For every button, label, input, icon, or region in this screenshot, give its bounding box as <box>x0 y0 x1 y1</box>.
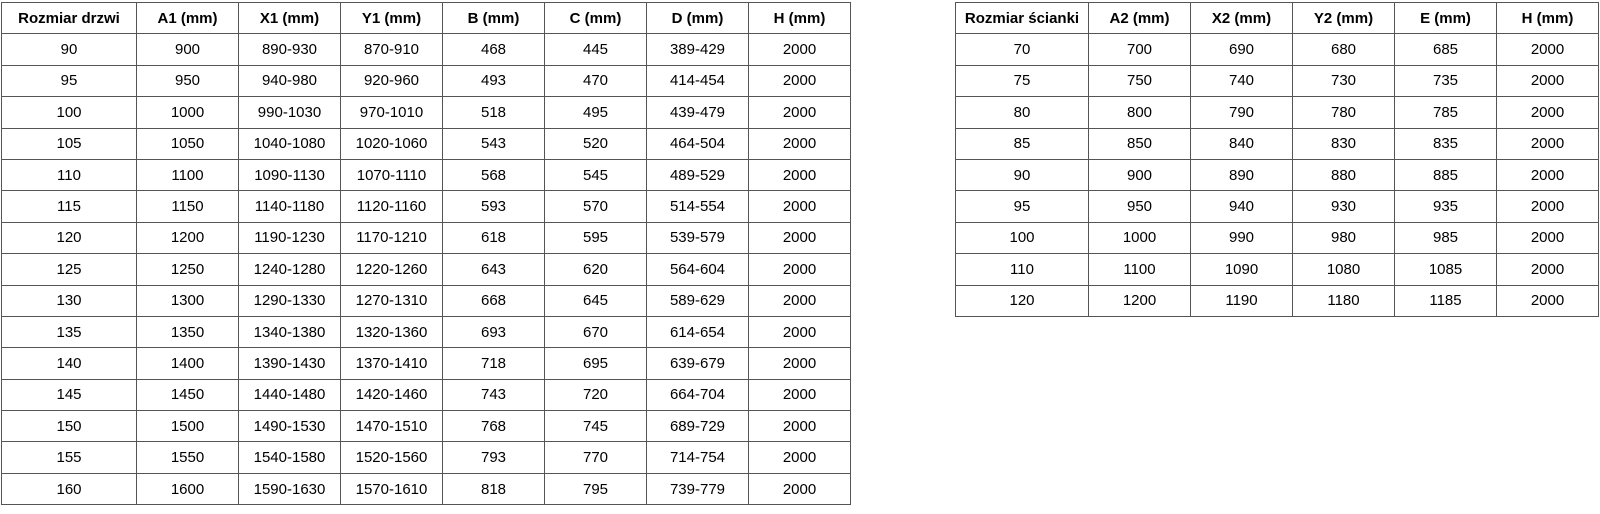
table-cell: 2000 <box>1497 191 1599 222</box>
table-cell: 130 <box>2 285 137 316</box>
table-cell: 689-729 <box>647 411 749 442</box>
table-cell: 495 <box>545 97 647 128</box>
table-cell: 2000 <box>749 222 851 253</box>
table-cell: 1050 <box>137 128 239 159</box>
table-cell: 2000 <box>749 254 851 285</box>
table-cell: 115 <box>2 191 137 222</box>
table-cell: 85 <box>956 128 1089 159</box>
table-row <box>2 442 851 473</box>
table-cell: 670 <box>545 316 647 347</box>
table-row <box>2 316 851 347</box>
table-cell: 795 <box>545 473 647 504</box>
table-cell: 743 <box>443 379 545 410</box>
table-cell: 1270-1310 <box>341 285 443 316</box>
table-cell: 589-629 <box>647 285 749 316</box>
column-header: D (mm) <box>647 3 749 34</box>
table-cell: 2000 <box>749 316 851 347</box>
table-cell: 890-930 <box>239 34 341 65</box>
column-header: H (mm) <box>1497 3 1599 34</box>
column-header: X1 (mm) <box>239 3 341 34</box>
table-cell: 1250 <box>137 254 239 285</box>
table-cell: 110 <box>2 159 137 190</box>
table-cell: 940-980 <box>239 65 341 96</box>
table-row <box>956 128 1599 159</box>
table-row <box>2 411 851 442</box>
table-cell: 1440-1480 <box>239 379 341 410</box>
table-row <box>2 254 851 285</box>
table-cell: 685 <box>1395 34 1497 65</box>
table-cell: 885 <box>1395 159 1497 190</box>
table-cell: 793 <box>443 442 545 473</box>
table-cell: 1540-1580 <box>239 442 341 473</box>
table-cell: 1150 <box>137 191 239 222</box>
table-cell: 818 <box>443 473 545 504</box>
column-header: B (mm) <box>443 3 545 34</box>
table-row <box>956 191 1599 222</box>
table-cell: 950 <box>137 65 239 96</box>
table-cell: 545 <box>545 159 647 190</box>
table-cell: 1170-1210 <box>341 222 443 253</box>
table-cell: 890 <box>1191 159 1293 190</box>
table-row <box>2 285 851 316</box>
table-cell: 95 <box>2 65 137 96</box>
table-cell: 643 <box>443 254 545 285</box>
table-cell: 1390-1430 <box>239 348 341 379</box>
table-cell: 1220-1260 <box>341 254 443 285</box>
table-row <box>2 222 851 253</box>
table-cell: 145 <box>2 379 137 410</box>
table-cell: 739-779 <box>647 473 749 504</box>
table-cell: 1500 <box>137 411 239 442</box>
table-cell: 100 <box>2 97 137 128</box>
table-cell: 985 <box>1395 222 1497 253</box>
table-cell: 2000 <box>749 34 851 65</box>
table-cell: 790 <box>1191 97 1293 128</box>
table-cell: 1040-1080 <box>239 128 341 159</box>
table-cell: 645 <box>545 285 647 316</box>
table-cell: 1000 <box>1089 222 1191 253</box>
table-cell: 2000 <box>749 159 851 190</box>
table-cell: 1550 <box>137 442 239 473</box>
table-row <box>2 379 851 410</box>
table-cell: 464-504 <box>647 128 749 159</box>
table-cell: 90 <box>2 34 137 65</box>
table-cell: 1185 <box>1395 285 1497 316</box>
table-cell: 880 <box>1293 159 1395 190</box>
table-cell: 125 <box>2 254 137 285</box>
table-cell: 714-754 <box>647 442 749 473</box>
table-cell: 980 <box>1293 222 1395 253</box>
column-header: Y2 (mm) <box>1293 3 1395 34</box>
table-cell: 493 <box>443 65 545 96</box>
table-cell: 90 <box>956 159 1089 190</box>
table-cell: 1100 <box>137 159 239 190</box>
table-cell: 80 <box>956 97 1089 128</box>
table-cell: 105 <box>2 128 137 159</box>
table-cell: 750 <box>1089 65 1191 96</box>
column-header: E (mm) <box>1395 3 1497 34</box>
table-cell: 564-604 <box>647 254 749 285</box>
table-cell: 543 <box>443 128 545 159</box>
table-cell: 1090-1130 <box>239 159 341 190</box>
table-cell: 470 <box>545 65 647 96</box>
table-row <box>956 65 1599 96</box>
table-cell: 1490-1530 <box>239 411 341 442</box>
table-cell: 100 <box>956 222 1089 253</box>
table-cell: 1100 <box>1089 254 1191 285</box>
table-cell: 1300 <box>137 285 239 316</box>
table-cell: 2000 <box>749 348 851 379</box>
header-row <box>2 3 851 34</box>
table-cell: 514-554 <box>647 191 749 222</box>
table-cell: 840 <box>1191 128 1293 159</box>
column-header: A2 (mm) <box>1089 3 1191 34</box>
table-cell: 2000 <box>1497 65 1599 96</box>
table-row <box>2 34 851 65</box>
table-cell: 1140-1180 <box>239 191 341 222</box>
table-cell: 718 <box>443 348 545 379</box>
table-cell: 1470-1510 <box>341 411 443 442</box>
table-cell: 595 <box>545 222 647 253</box>
table-cell: 745 <box>545 411 647 442</box>
table-cell: 160 <box>2 473 137 504</box>
table-cell: 518 <box>443 97 545 128</box>
table-cell: 1090 <box>1191 254 1293 285</box>
table-cell: 700 <box>1089 34 1191 65</box>
column-header: Rozmiar ścianki <box>956 3 1089 34</box>
table-cell: 70 <box>956 34 1089 65</box>
table-cell: 1070-1110 <box>341 159 443 190</box>
table-cell: 110 <box>956 254 1089 285</box>
table-cell: 850 <box>1089 128 1191 159</box>
table-cell: 1000 <box>137 97 239 128</box>
table-cell: 680 <box>1293 34 1395 65</box>
table-row <box>956 159 1599 190</box>
table-row <box>956 285 1599 316</box>
table-cell: 835 <box>1395 128 1497 159</box>
column-header: A1 (mm) <box>137 3 239 34</box>
table-cell: 990-1030 <box>239 97 341 128</box>
table-cell: 1570-1610 <box>341 473 443 504</box>
table-cell: 445 <box>545 34 647 65</box>
table-cell: 120 <box>956 285 1089 316</box>
table-cell: 489-529 <box>647 159 749 190</box>
table-cell: 1370-1410 <box>341 348 443 379</box>
table-cell: 1520-1560 <box>341 442 443 473</box>
table-cell: 935 <box>1395 191 1497 222</box>
table-cell: 1120-1160 <box>341 191 443 222</box>
table-cell: 1600 <box>137 473 239 504</box>
table-cell: 780 <box>1293 97 1395 128</box>
column-header: C (mm) <box>545 3 647 34</box>
table-row <box>2 97 851 128</box>
table-cell: 155 <box>2 442 137 473</box>
table-cell: 135 <box>2 316 137 347</box>
table-cell: 2000 <box>749 285 851 316</box>
table-row <box>2 473 851 504</box>
table-cell: 940 <box>1191 191 1293 222</box>
table-row <box>956 97 1599 128</box>
table-cell: 1190 <box>1191 285 1293 316</box>
table-cell: 618 <box>443 222 545 253</box>
column-header: Rozmiar drzwi <box>2 3 137 34</box>
table-cell: 620 <box>545 254 647 285</box>
table-row <box>2 128 851 159</box>
table-cell: 1340-1380 <box>239 316 341 347</box>
table-cell: 770 <box>545 442 647 473</box>
column-header: X2 (mm) <box>1191 3 1293 34</box>
table-cell: 2000 <box>749 442 851 473</box>
table-cell: 120 <box>2 222 137 253</box>
table-cell: 1240-1280 <box>239 254 341 285</box>
table-cell: 1590-1630 <box>239 473 341 504</box>
table-cell: 468 <box>443 34 545 65</box>
table-cell: 1400 <box>137 348 239 379</box>
table-cell: 1020-1060 <box>341 128 443 159</box>
table-cell: 2000 <box>1497 34 1599 65</box>
table-cell: 730 <box>1293 65 1395 96</box>
table-cell: 2000 <box>749 379 851 410</box>
table-cell: 1420-1460 <box>341 379 443 410</box>
table-cell: 740 <box>1191 65 1293 96</box>
header-row <box>956 3 1599 34</box>
table-cell: 664-704 <box>647 379 749 410</box>
table-cell: 830 <box>1293 128 1395 159</box>
table-cell: 614-654 <box>647 316 749 347</box>
table-row <box>2 191 851 222</box>
table-cell: 2000 <box>749 97 851 128</box>
table-cell: 1200 <box>1089 285 1191 316</box>
table-row <box>956 254 1599 285</box>
table-cell: 2000 <box>749 473 851 504</box>
table-cell: 2000 <box>1497 285 1599 316</box>
table-row <box>2 159 851 190</box>
table-cell: 520 <box>545 128 647 159</box>
table-cell: 539-579 <box>647 222 749 253</box>
table-cell: 768 <box>443 411 545 442</box>
table-cell: 720 <box>545 379 647 410</box>
table-cell: 2000 <box>1497 159 1599 190</box>
table-row <box>956 34 1599 65</box>
table-cell: 2000 <box>1497 128 1599 159</box>
table-cell: 1350 <box>137 316 239 347</box>
table-row <box>2 65 851 96</box>
table-cell: 693 <box>443 316 545 347</box>
table-cell: 95 <box>956 191 1089 222</box>
table-cell: 970-1010 <box>341 97 443 128</box>
table-cell: 1180 <box>1293 285 1395 316</box>
table-cell: 800 <box>1089 97 1191 128</box>
table-cell: 2000 <box>749 65 851 96</box>
table-cell: 2000 <box>1497 97 1599 128</box>
table-cell: 2000 <box>749 411 851 442</box>
table-cell: 2000 <box>749 128 851 159</box>
table-cell: 568 <box>443 159 545 190</box>
door-size-table <box>1 2 851 505</box>
table-cell: 389-429 <box>647 34 749 65</box>
table-cell: 990 <box>1191 222 1293 253</box>
table-cell: 1085 <box>1395 254 1497 285</box>
table-cell: 1200 <box>137 222 239 253</box>
table-row <box>2 348 851 379</box>
table-cell: 900 <box>1089 159 1191 190</box>
table-cell: 593 <box>443 191 545 222</box>
table-cell: 870-910 <box>341 34 443 65</box>
table-row <box>956 222 1599 253</box>
wall-size-table <box>955 2 1599 317</box>
table-cell: 735 <box>1395 65 1497 96</box>
table-cell: 439-479 <box>647 97 749 128</box>
table-cell: 639-679 <box>647 348 749 379</box>
table-cell: 930 <box>1293 191 1395 222</box>
table-cell: 1320-1360 <box>341 316 443 347</box>
table-cell: 2000 <box>749 191 851 222</box>
table-cell: 75 <box>956 65 1089 96</box>
table-cell: 2000 <box>1497 254 1599 285</box>
table-cell: 1290-1330 <box>239 285 341 316</box>
table-cell: 140 <box>2 348 137 379</box>
table-cell: 1080 <box>1293 254 1395 285</box>
table-cell: 1190-1230 <box>239 222 341 253</box>
table-cell: 2000 <box>1497 222 1599 253</box>
table-cell: 1450 <box>137 379 239 410</box>
table-cell: 900 <box>137 34 239 65</box>
table-cell: 920-960 <box>341 65 443 96</box>
table-cell: 570 <box>545 191 647 222</box>
table-cell: 785 <box>1395 97 1497 128</box>
table-cell: 690 <box>1191 34 1293 65</box>
column-header: Y1 (mm) <box>341 3 443 34</box>
column-header: H (mm) <box>749 3 851 34</box>
table-cell: 668 <box>443 285 545 316</box>
table-cell: 414-454 <box>647 65 749 96</box>
table-cell: 950 <box>1089 191 1191 222</box>
table-cell: 695 <box>545 348 647 379</box>
table-cell: 150 <box>2 411 137 442</box>
